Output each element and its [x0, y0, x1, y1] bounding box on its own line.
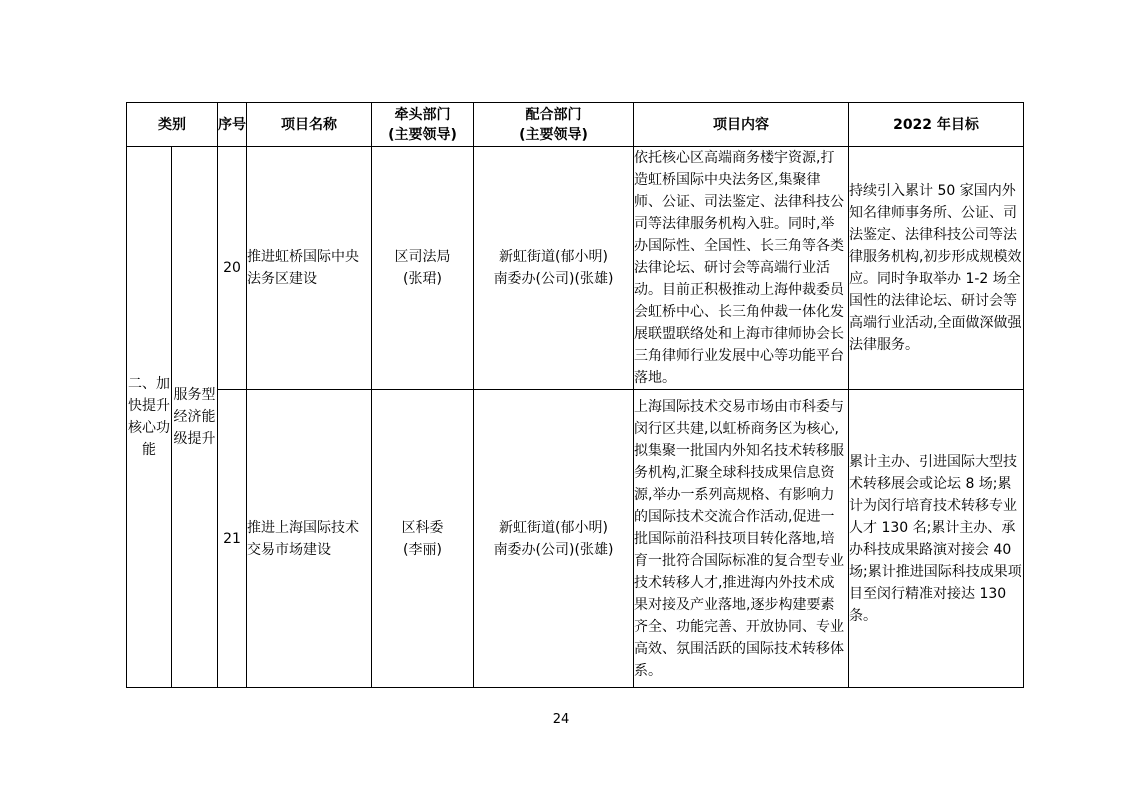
header-coop-dept-title: 配合部门 [525, 106, 582, 123]
row-coop-dept [474, 390, 634, 688]
coop-dept-line: 新虹街道(郁小明) [499, 249, 608, 265]
row-target: 持续引入累计 50 家国内外知名律师事务所、公证、司法鉴定、法律科技公司等法律服务机构,初步形成规模效应。同时争取举办 1-2 场全国性的法律论坛、研讨会等高端行业活动,全面做深做强法律服务。 [849, 147, 1024, 390]
row-coop-dept [474, 147, 634, 390]
project-table [126, 102, 1024, 688]
header-coop-dept [474, 103, 634, 147]
header-name: 项目名称 [247, 103, 372, 147]
header-seq: 序号 [218, 103, 247, 147]
row-content: 依托核心区高端商务楼宇资源,打造虹桥国际中央法务区,集聚律师、公证、司法鉴定、法律科技公司等法律服务机构入驻。同时,举办国际性、全国性、长三角等各类法律论坛、研讨会等高端行业活动。目前正积极推动上海仲裁委员会虹桥中心、长三角仲裁一体化发展联盟联络处和上海市律师协会长三角律师行业发展中心等功能平台落地。 [634, 147, 849, 390]
lead-dept-leader: (张珺) [403, 271, 442, 287]
page-number: 24 [552, 712, 570, 727]
coop-dept-line: 南委办(公司)(张雄) [493, 541, 614, 558]
table-header-row [127, 103, 1024, 147]
row-target: 累计主办、引进国际大型技术转移展会或论坛 8 场;累计为闵行培育技术转移专业人才 130 名;累计主办、承办科技成果路演对接会 40 场;累计推进国际科技成果项目至闵行精准对接达 130 条。 [849, 390, 1024, 688]
header-content: 项目内容 [634, 103, 849, 147]
row-content: 上海国际技术交易市场由市科委与闵行区共建,以虹桥商务区为核心,拟集聚一批国内外知名技术转移服务机构,汇聚全球科技成果信息资源,举办一系列高规格、有影响力的国际技术交流合作活动,促进一批国际前沿科技项目转化落地,培育一批符合国际标准的复合型专业技术转移人才,推进海内外技术成果对接及产业落地,逐步构建要素齐全、功能完善、开放协同、专业高效、氛围活跃的国际技术转移体系。 [634, 390, 849, 688]
header-coop-dept-sub: (主要领导) [519, 126, 588, 143]
row-project-name: 推进虹桥国际中央法务区建设 [247, 147, 372, 390]
lead-dept-name: 区科委 [401, 519, 444, 536]
row-seq: 20 [218, 147, 247, 390]
table-row [127, 147, 1024, 390]
lead-dept-name: 区司法局 [394, 249, 451, 265]
table-row [127, 390, 1024, 688]
category-main: 二、加快提升核心功能 [127, 147, 172, 688]
header-category: 类别 [127, 103, 218, 147]
row-project-name: 推进上海国际技术交易市场建设 [247, 390, 372, 688]
header-lead-dept-sub: (主要领导) [388, 126, 457, 143]
row-seq: 21 [218, 390, 247, 688]
category-sub: 服务型经济能级提升 [172, 147, 218, 688]
coop-dept-line: 新虹街道(郁小明) [499, 519, 608, 536]
lead-dept-leader: (李丽) [403, 541, 442, 558]
row-lead-dept [372, 147, 474, 390]
header-lead-dept [372, 103, 474, 147]
row-lead-dept [372, 390, 474, 688]
coop-dept-line: 南委办(公司)(张雄) [493, 271, 614, 287]
header-lead-dept-title: 牵头部门 [394, 106, 451, 123]
header-target: 2022 年目标 [849, 103, 1024, 147]
